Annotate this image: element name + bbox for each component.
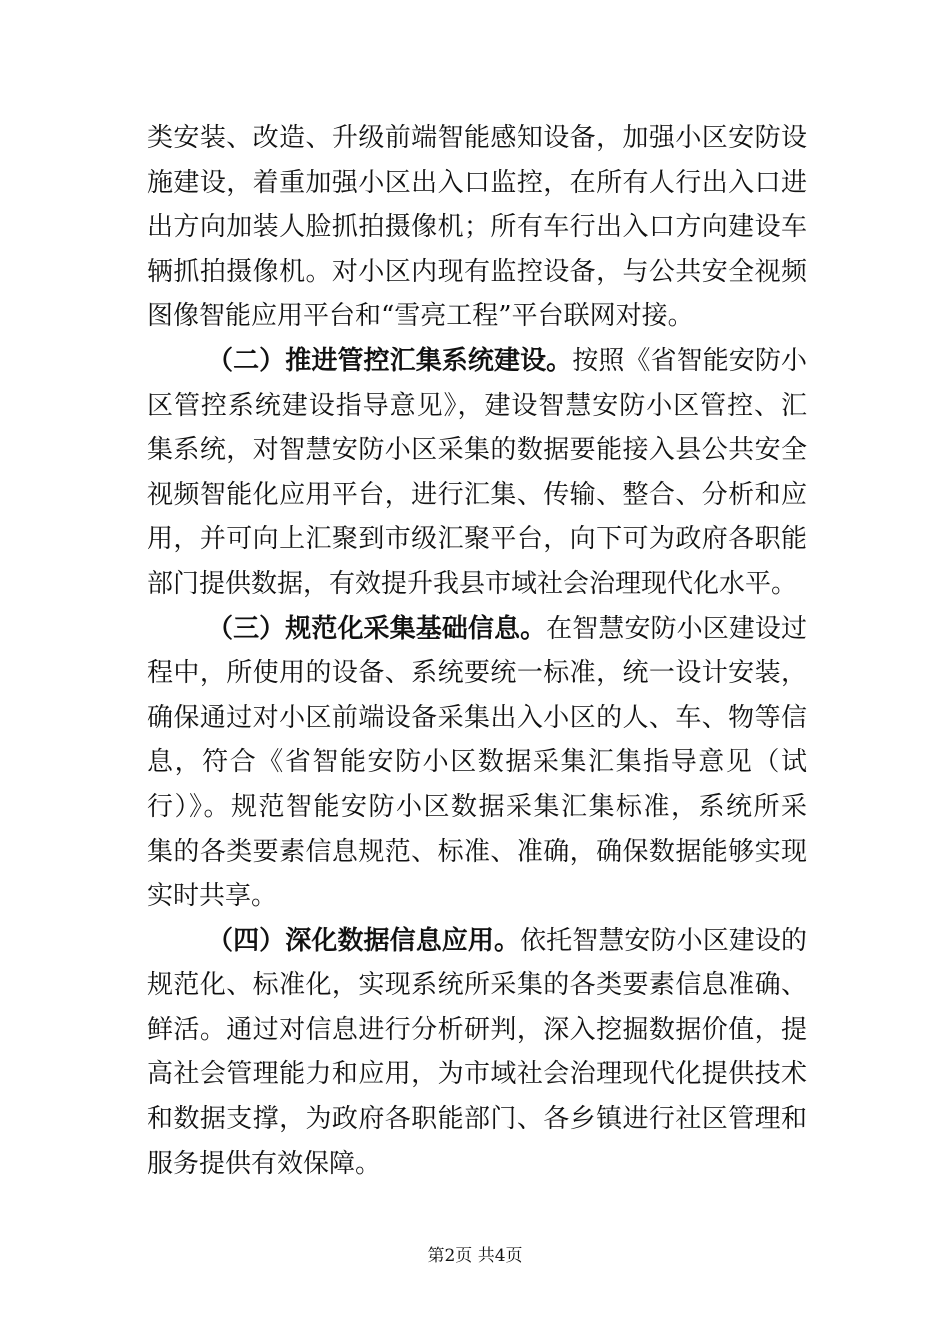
text-line: 视频智能化应用平台，进行汇集、传输、整合、分析和应	[147, 479, 807, 510]
document-body	[147, 116, 807, 1186]
paragraph-4	[147, 919, 807, 1187]
section-heading: （三）规范化采集基础信息。	[207, 613, 547, 644]
text-line: 辆抓拍摄像机。对小区内现有监控设备，与公共安全视频	[147, 256, 807, 287]
text-line: 和数据支撑，为政府各职能部门、各乡镇进行社区管理和	[147, 1104, 807, 1135]
text-line: 集系统，对智慧安防小区采集的数据要能接入县公共安全	[147, 435, 807, 466]
text-line: 用，并可向上汇聚到市级汇聚平台，向下可为政府各职能	[147, 524, 807, 555]
text-line: 规范化、标准化，实现系统所采集的各类要素信息准确、	[147, 970, 807, 1001]
text-line: 息，符合《省智能安防小区数据采集汇集指导意见（试	[147, 747, 807, 778]
page-number: 第2页 共4页	[427, 1246, 523, 1266]
text-line: 实时共享。	[147, 881, 278, 912]
text-line: 确保通过对小区前端设备采集出入小区的人、车、物等信	[147, 702, 807, 733]
section-heading: （二）推进管控汇集系统建设。	[207, 345, 573, 376]
heading-continuation: 依托智慧安防小区建设的	[520, 925, 807, 956]
paragraph-3	[147, 607, 807, 919]
text-line: 程中，所使用的设备、系统要统一标准，统一设计安装，	[147, 658, 807, 689]
text-line: 类安装、改造、升级前端智能感知设备，加强小区安防设	[147, 123, 807, 153]
text-line: 行）》。规范智能安防小区数据采集汇集标准，系统所采	[147, 791, 807, 822]
paragraph-first-line	[147, 607, 807, 652]
heading-continuation: 按照《省智能安防小	[572, 345, 807, 376]
paragraph-first-line	[147, 919, 807, 964]
paragraph-first-line	[147, 339, 807, 384]
text-line: 集的各类要素信息规范、标准、准确，确保数据能够实现	[147, 836, 807, 867]
text-line: 鲜活。通过对信息进行分析研判，深入挖掘数据价值，提	[147, 1014, 807, 1045]
heading-continuation: 在智慧安防小区建设过	[546, 613, 807, 644]
paragraph-1	[147, 116, 807, 339]
text-line: 部门提供数据，有效提升我县市域社会治理现代化水平。	[147, 568, 798, 599]
page-footer	[0, 1244, 950, 1268]
section-heading: （四）深化数据信息应用。	[207, 925, 521, 956]
text-line: 施建设，着重加强小区出入口监控，在所有人行出入口进	[147, 167, 807, 198]
paragraph-2	[147, 339, 807, 607]
text-line: 区管控系统建设指导意见》，建设智慧安防小区管控、汇	[147, 390, 807, 421]
text-line: 出方向加装人脸抓拍摄像机；所有车行出入口方向建设车	[147, 212, 807, 243]
text-line: 图像智能应用平台和“雪亮工程”平台联网对接。	[147, 301, 694, 332]
text-line: 服务提供有效保障。	[147, 1148, 382, 1179]
text-line: 高社会管理能力和应用，为市域社会治理现代化提供技术	[147, 1059, 807, 1090]
